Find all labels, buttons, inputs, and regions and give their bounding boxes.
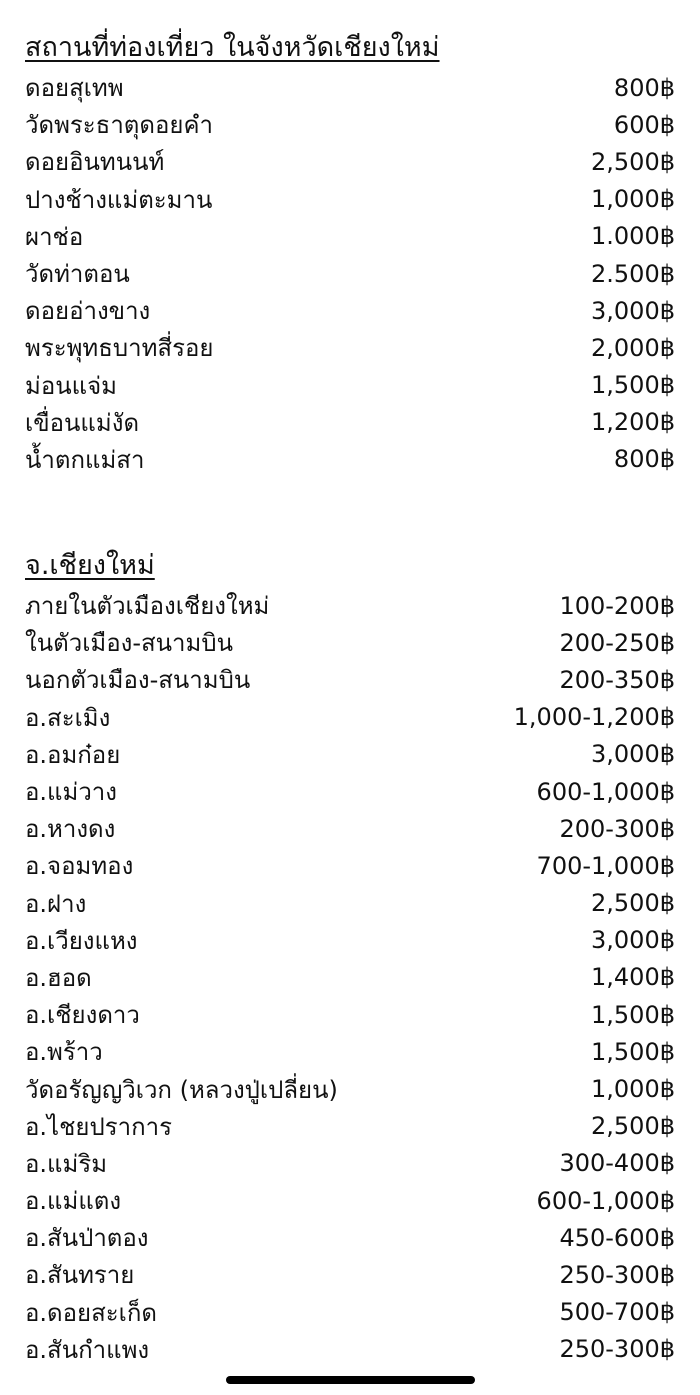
fare-price: 1,400฿ [591, 963, 675, 992]
price-row [25, 847, 675, 884]
fare-price: 700-1,000฿ [536, 851, 675, 880]
fare-price: 600-1,000฿ [536, 777, 675, 806]
price-row [25, 69, 675, 106]
price-row [25, 367, 675, 404]
fare-price: 1.000฿ [591, 222, 675, 251]
price-row [25, 699, 675, 736]
price-row [25, 624, 675, 661]
fare-price: 1,000฿ [591, 185, 675, 214]
destination-name: อ.สะเมิง [25, 703, 111, 732]
price-row [25, 736, 675, 773]
fare-price: 250-300฿ [559, 1335, 675, 1364]
fare-price: 2,500฿ [591, 889, 675, 918]
price-row [25, 292, 675, 329]
price-row [25, 143, 675, 180]
price-row [25, 922, 675, 959]
price-row [25, 773, 675, 810]
destination-name: ปางช้างแม่ตะมาน [25, 185, 213, 214]
price-row [25, 1108, 675, 1145]
destination-name: ม่อนแจ่ม [25, 371, 117, 400]
fare-price: 1,000฿ [591, 1075, 675, 1104]
destination-name: ในตัวเมือง-สนามบิน [25, 629, 233, 658]
fare-price: 800฿ [613, 445, 675, 474]
destination-name: ดอยอ่างขาง [25, 297, 151, 326]
fare-price: 500-700฿ [559, 1298, 675, 1327]
fare-price: 800฿ [613, 73, 675, 102]
price-row [25, 218, 675, 255]
attractions-price-list [25, 69, 675, 478]
destination-name: อ.สันทราย [25, 1261, 135, 1290]
destination-name: อ.ไชยปราการ [25, 1112, 172, 1141]
home-indicator[interactable] [226, 1376, 475, 1384]
fare-price: 600-1,000฿ [536, 1186, 675, 1215]
destination-name: อ.ดอยสะเก็ด [25, 1298, 157, 1327]
price-row [25, 996, 675, 1033]
price-row [25, 1070, 675, 1107]
destination-name: อ.หางดง [25, 815, 116, 844]
destination-name: นอกตัวเมือง-สนามบิน [25, 666, 251, 695]
price-row [25, 329, 675, 366]
fare-price: 3,000฿ [591, 740, 675, 769]
price-row [25, 810, 675, 847]
fare-price: 2,000฿ [591, 333, 675, 362]
price-row [25, 1033, 675, 1070]
fare-price: 250-300฿ [559, 1260, 675, 1289]
price-row [25, 255, 675, 292]
section-title-attractions: สถานที่ท่องเที่ยว ในจังหวัดเชียงใหม่ [25, 32, 440, 63]
destination-name: อ.สันป่าตอง [25, 1224, 149, 1253]
fare-price: 300-400฿ [559, 1149, 675, 1178]
fare-price: 600฿ [613, 110, 675, 139]
price-row [25, 181, 675, 218]
price-row [25, 1256, 675, 1293]
price-row [25, 441, 675, 478]
destination-name: น้ำตกแม่สา [25, 445, 145, 474]
fare-price: 2.500฿ [591, 259, 675, 288]
fare-price: 200-300฿ [559, 814, 675, 843]
destination-name: ภายในตัวเมืองเชียงใหม่ [25, 592, 270, 621]
price-row [25, 587, 675, 624]
fare-price: 450-600฿ [559, 1223, 675, 1252]
price-row [25, 661, 675, 698]
fare-price: 200-250฿ [559, 628, 675, 657]
price-row [25, 404, 675, 441]
fare-price: 3,000฿ [591, 926, 675, 955]
destination-name: อ.ฮอด [25, 963, 92, 992]
price-row [25, 959, 675, 996]
fare-price: 100-200฿ [559, 591, 675, 620]
destination-name: อ.พร้าว [25, 1038, 103, 1067]
destination-name: ดอยสุเทพ [25, 74, 124, 103]
destination-name: วัดท่าตอน [25, 260, 130, 289]
fare-price: 200-350฿ [559, 665, 675, 694]
price-row [25, 885, 675, 922]
destination-name: อ.ฝาง [25, 889, 87, 918]
destination-name: ดอยอินทนนท์ [25, 148, 165, 177]
fare-price: 3,000฿ [591, 296, 675, 325]
destination-name: อ.อมก๋อย [25, 740, 121, 769]
section-title-chiang-mai: จ.เชียงใหม่ [25, 550, 155, 581]
destination-name: อ.เวียงแหง [25, 926, 138, 955]
destination-name: อ.จอมทอง [25, 852, 134, 881]
fare-price: 1,500฿ [591, 1000, 675, 1029]
fare-price: 2,500฿ [591, 147, 675, 176]
destination-name: วัดอรัญญวิเวก (หลวงปู่เปลี่ยน) [25, 1075, 338, 1104]
destination-name: เขื่อนแม่งัด [25, 408, 140, 437]
destination-name: อ.สันกำแพง [25, 1335, 150, 1364]
price-row [25, 1294, 675, 1331]
destination-name: ผาช่อ [25, 222, 84, 251]
fare-price: 1,200฿ [591, 408, 675, 437]
destination-name: อ.เชียงดาว [25, 1001, 140, 1030]
price-row [25, 1331, 675, 1368]
fare-price: 1,000-1,200฿ [513, 703, 675, 732]
destination-name: อ.แม่วาง [25, 778, 118, 807]
price-row [25, 1145, 675, 1182]
price-row [25, 1219, 675, 1256]
district-price-list [25, 587, 675, 1368]
fare-price: 2,500฿ [591, 1112, 675, 1141]
fare-price: 1,500฿ [591, 1037, 675, 1066]
destination-name: วัดพระธาตุดอยคำ [25, 111, 213, 140]
destination-name: อ.แม่ริม [25, 1149, 108, 1178]
destination-name: อ.แม่แตง [25, 1187, 122, 1216]
price-row [25, 106, 675, 143]
fare-price: 1,500฿ [591, 371, 675, 400]
destination-name: พระพุทธบาทสี่รอย [25, 334, 214, 363]
price-row [25, 1182, 675, 1219]
